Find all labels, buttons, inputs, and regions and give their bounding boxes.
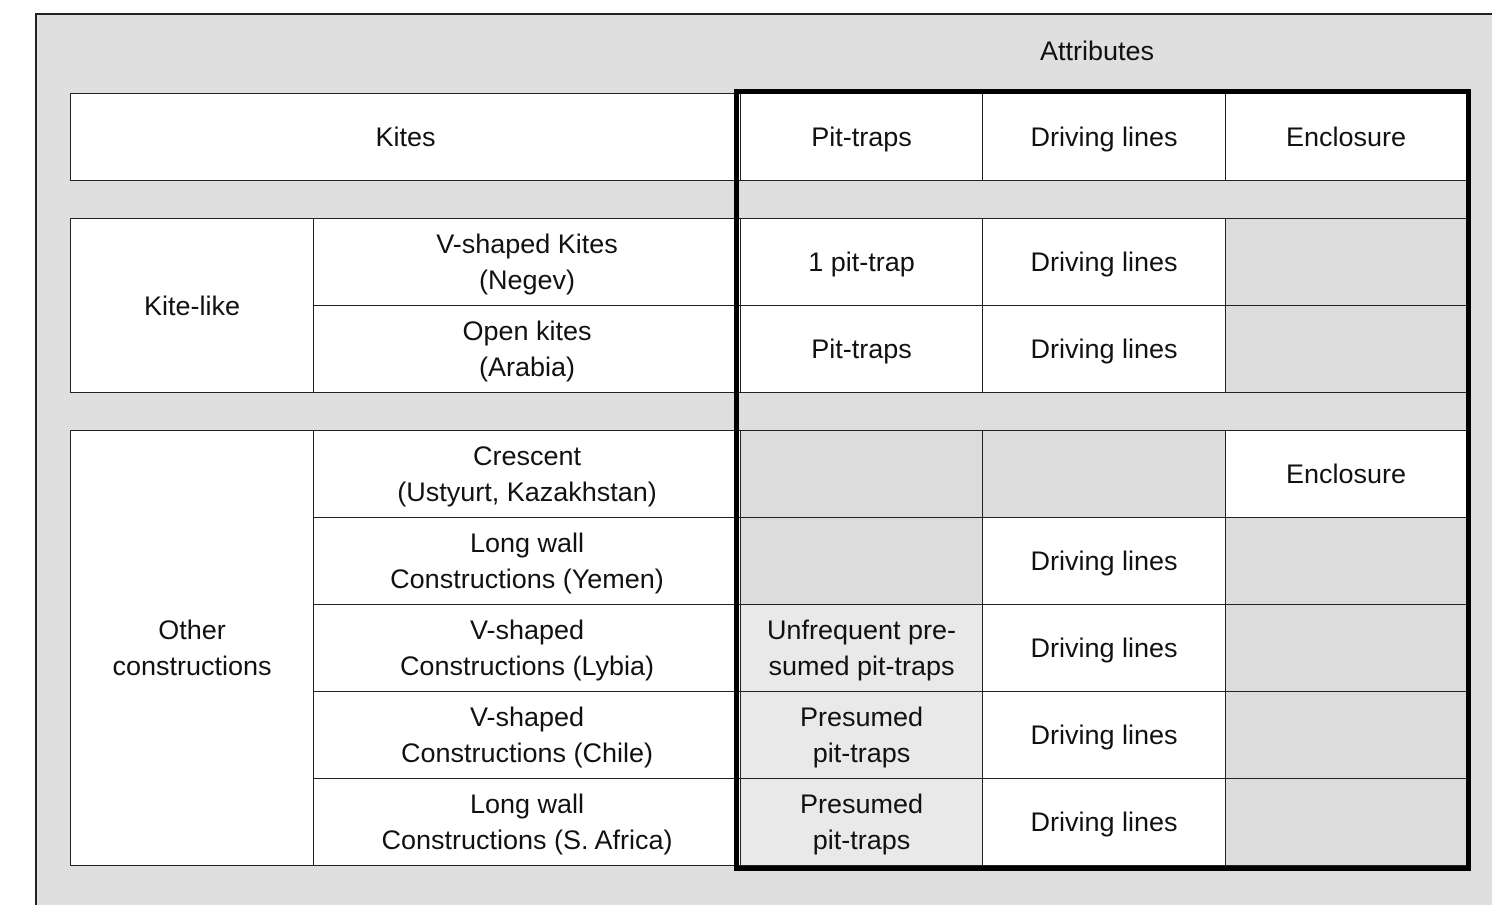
driving-lines-cell: Driving lines (982, 691, 1226, 779)
enclosure-cell: Enclosure (1225, 430, 1467, 518)
driving-lines-cell: Driving lines (982, 218, 1226, 306)
enclosure-cell (1225, 218, 1467, 306)
pit-traps-cell: 1 pit-trap (740, 218, 983, 306)
driving-lines-cell (982, 430, 1226, 518)
pit-traps-cell: Presumed pit-traps (740, 691, 983, 779)
group-label: Kite-like (70, 218, 314, 393)
separator-band (740, 392, 1467, 431)
driving-lines-cell: Driving lines (982, 778, 1226, 866)
pit-traps-cell: Presumed pit-traps (740, 778, 983, 866)
pit-traps-cell: Unfrequent pre- sumed pit-traps (740, 604, 983, 692)
driving-lines-cell: Driving lines (982, 604, 1226, 692)
group-label: Other constructions (70, 430, 314, 866)
construction-name: V-shaped Constructions (Chile) (313, 691, 741, 779)
pit-traps-cell (740, 517, 983, 605)
attributes-title: Attributes (1040, 36, 1155, 66)
header-driving-lines: Driving lines (982, 93, 1226, 181)
driving-lines-cell: Driving lines (982, 517, 1226, 605)
separator-band (740, 180, 1467, 219)
construction-name: Open kites (Arabia) (313, 305, 741, 393)
construction-name: Long wall Constructions (S. Africa) (313, 778, 741, 866)
enclosure-cell (1225, 691, 1467, 779)
driving-lines-cell: Driving lines (982, 305, 1226, 393)
construction-name: V-shaped Kites (Negev) (313, 218, 741, 306)
construction-name: Crescent (Ustyurt, Kazakhstan) (313, 430, 741, 518)
header-kites: Kites (70, 93, 741, 181)
enclosure-cell (1225, 778, 1467, 866)
construction-name: V-shaped Constructions (Lybia) (313, 604, 741, 692)
enclosure-cell (1225, 604, 1467, 692)
pit-traps-cell: Pit-traps (740, 305, 983, 393)
header-enclosure: Enclosure (1225, 93, 1467, 181)
pit-traps-cell (740, 430, 983, 518)
header-pit-traps: Pit-traps (740, 93, 983, 181)
enclosure-cell (1225, 517, 1467, 605)
enclosure-cell (1225, 305, 1467, 393)
construction-name: Long wall Constructions (Yemen) (313, 517, 741, 605)
